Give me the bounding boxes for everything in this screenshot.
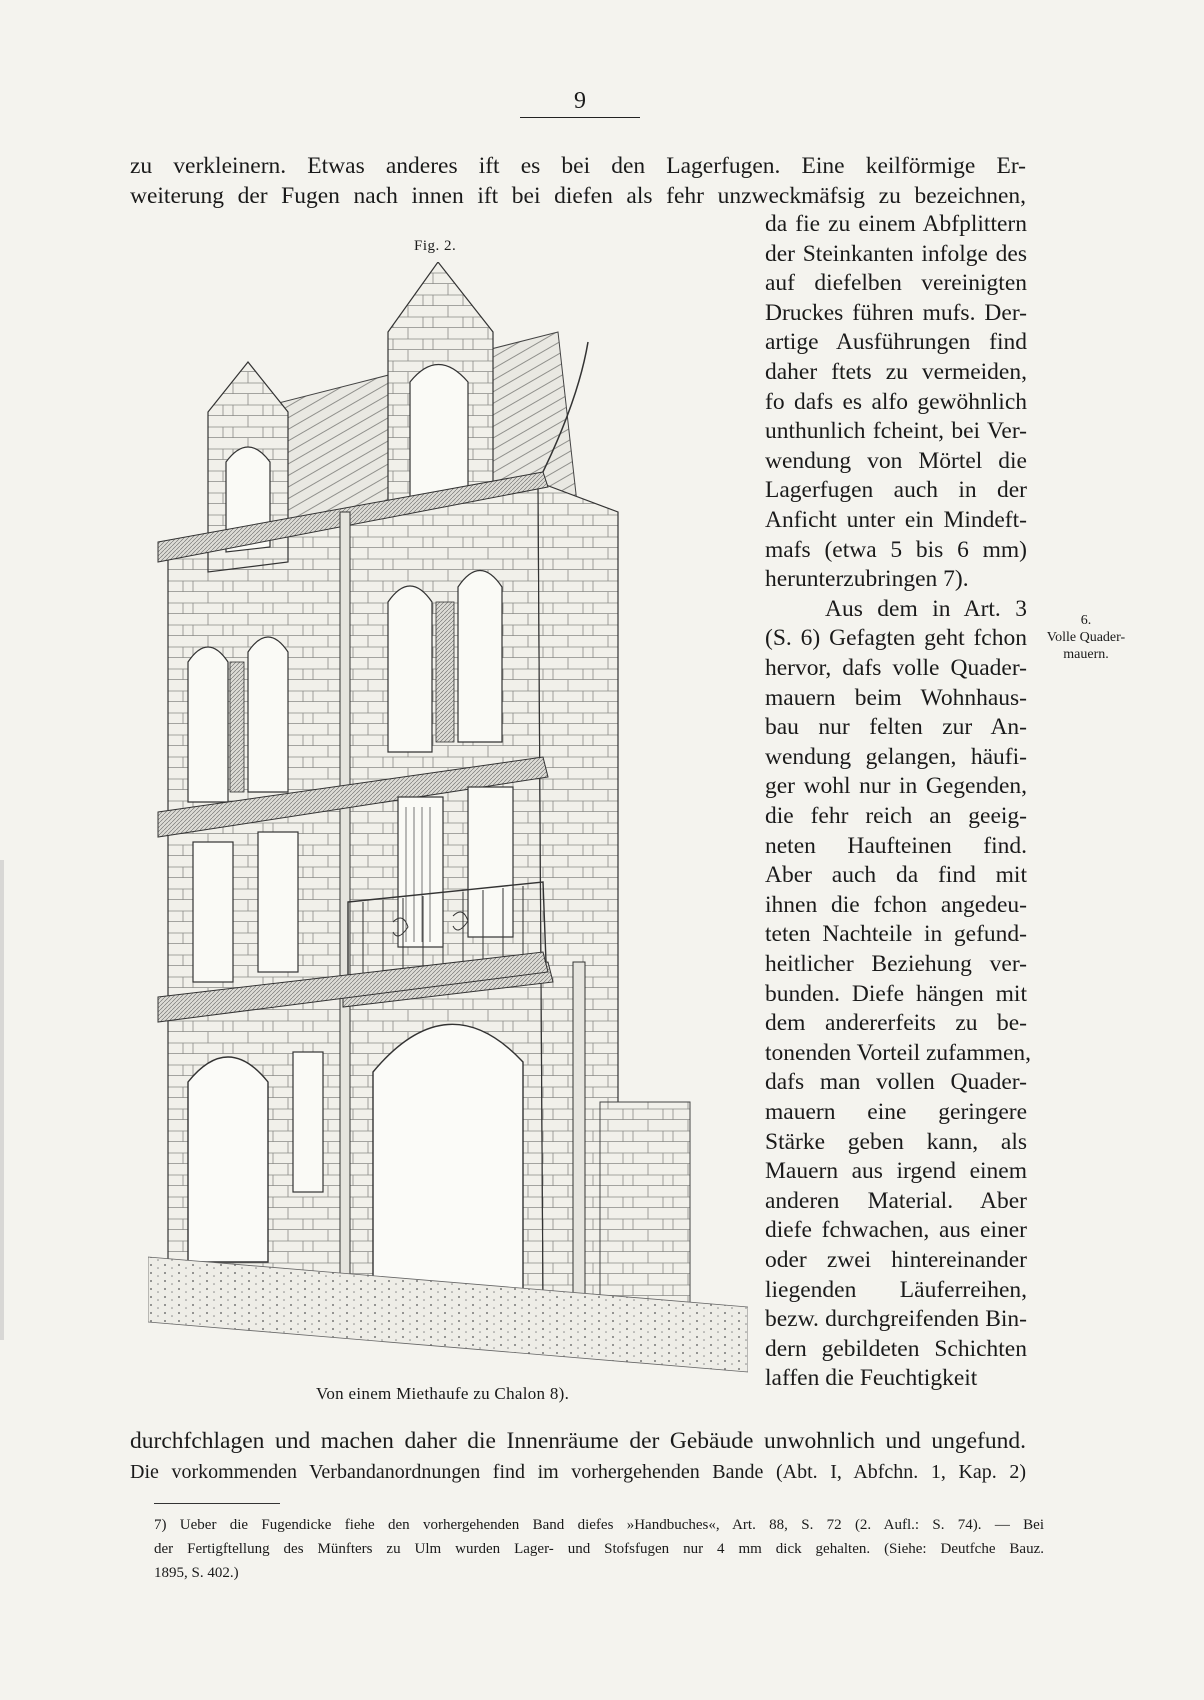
footnote-line: 1895, S. 402.) bbox=[154, 1565, 239, 1581]
column-line: oder zwei hintereinander bbox=[765, 1247, 1027, 1273]
column-line: mauern beim Wohnhaus- bbox=[765, 684, 1027, 711]
column-line: anderen Material. Aber bbox=[765, 1187, 1027, 1214]
column-line: Stärke geben kann, als bbox=[765, 1128, 1027, 1155]
column-line: bau nur felten zur An- bbox=[765, 714, 1027, 741]
column-line: bezw. durchgreifenden Bin- bbox=[765, 1306, 1027, 1333]
column-line: hervor, dafs volle Quader- bbox=[765, 655, 1027, 681]
building-drawing bbox=[148, 262, 748, 1380]
building-illustration bbox=[148, 262, 748, 1380]
column-line: herunterzubringen 7). bbox=[765, 566, 969, 593]
binding-edge bbox=[0, 860, 4, 1340]
column-line: dafs man vollen Quader- bbox=[765, 1069, 1027, 1096]
column-line: da fie zu einem Abfplittern bbox=[765, 211, 1027, 237]
column-line: dem andererfeits zu be- bbox=[765, 1010, 1027, 1037]
body-line: Die vorkommenden Verbandanordnungen find im vorhergehenden Bande (Abt. I, Abfchn. 1, Kap. 2) bbox=[130, 1461, 1026, 1483]
column-line: Aus dem in Art. 3 bbox=[825, 595, 1027, 622]
column-line: mafs (etwa 5 bis 6 mm) bbox=[765, 536, 1027, 563]
column-line: teten Nachteile in gefund- bbox=[765, 921, 1027, 948]
column-line: Mauern aus irgend einem bbox=[765, 1158, 1027, 1185]
column-line: Aber auch da find mit bbox=[765, 862, 1027, 889]
column-line: die fehr reich an geeig- bbox=[765, 803, 1027, 829]
footnote-rule bbox=[154, 1503, 280, 1504]
column-line: (S. 6) Gefagten geht fchon bbox=[765, 625, 1027, 652]
body-line: durchfchlagen und machen daher die Innenräume der Gebäude unwohnlich und ungefund. bbox=[130, 1428, 1026, 1454]
margin-note-line: Volle Quader- bbox=[1046, 630, 1126, 645]
column-line: ihnen die fchon angedeu- bbox=[765, 891, 1027, 918]
body-line: zu verkleinern. Etwas anderes ift es bei den Lagerfugen. Eine keilförmige Er- bbox=[130, 153, 1026, 179]
column-line: artige Ausführungen find bbox=[765, 329, 1027, 356]
column-line: liegenden Läuferreihen, bbox=[765, 1276, 1027, 1303]
column-line: mauern eine geringere bbox=[765, 1099, 1027, 1125]
column-line: Lagerfugen auch in der bbox=[765, 477, 1027, 504]
column-line: daher ftets zu vermeiden, bbox=[765, 359, 1027, 385]
footnote-line: der Fertigftellung des Münfters zu Ulm wurden Lager- und Stofsfugen nur 4 mm dick gehalten. (Siehe: Deutfche Bauz. bbox=[154, 1541, 1044, 1557]
column-line: wendung gelangen, häufi- bbox=[765, 743, 1027, 770]
margin-note bbox=[1036, 612, 1136, 663]
column-line: Anficht unter ein Mindeft- bbox=[765, 507, 1027, 533]
column-line: ger wohl nur in Gegenden, bbox=[765, 773, 1027, 800]
column-line: auf diefelben vereinigten bbox=[765, 270, 1027, 297]
footnote-line: 7) Ueber die Fugendicke fiehe den vorhergehenden Band diefes »Handbuches«, Art. 88, S. 72 (2. Aufl.: S. 74). — Bei bbox=[154, 1517, 1044, 1533]
column-line: Druckes führen mufs. Der- bbox=[765, 299, 1027, 326]
column-line: der Steinkanten infolge des bbox=[765, 240, 1027, 267]
column-line: wendung von Mörtel die bbox=[765, 447, 1027, 474]
column-line: dern gebildeten Schichten bbox=[765, 1335, 1027, 1362]
column-line: unthunlich fcheint, bei Ver- bbox=[765, 418, 1027, 445]
page-number: 9 bbox=[520, 88, 640, 118]
figure-caption: Von einem Miethaufe zu Chalon 8). bbox=[316, 1384, 570, 1403]
margin-note-number: 6. bbox=[1080, 613, 1092, 628]
column-line: neten Haufteinen find. bbox=[765, 832, 1027, 859]
figure-label: Fig. 2. bbox=[414, 238, 457, 254]
column-line: bunden. Diefe hängen mit bbox=[765, 980, 1027, 1007]
column-line: fo dafs es alfo gewöhnlich bbox=[765, 388, 1027, 415]
column-line: tonenden Vorteil zufammen, bbox=[765, 1039, 1032, 1066]
body-line: weiterung der Fugen nach innen ift bei diefen als fehr unzweckmäfsig zu bezeichnen, bbox=[130, 183, 1026, 209]
column-line: laffen die Feuchtigkeit bbox=[765, 1365, 978, 1392]
column-line: heitlicher Beziehung ver- bbox=[765, 951, 1027, 977]
column-line: diefe fchwachen, aus einer bbox=[765, 1217, 1027, 1244]
margin-note-line: mauern. bbox=[1063, 647, 1109, 662]
